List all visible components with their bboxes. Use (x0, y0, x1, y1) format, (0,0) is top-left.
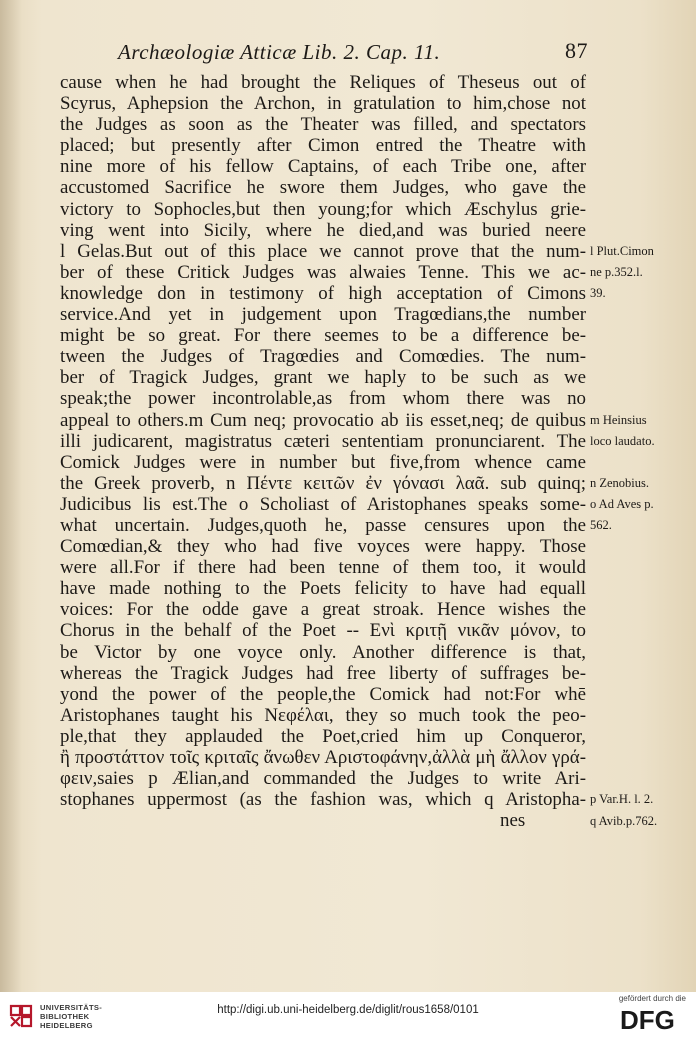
text-line: the Judges as soon as the Theater was filled, and spectators (60, 114, 586, 136)
text-line: the Greek proverb, n Πέντε κειτῶν ἐν γόνασι λαᾶ. sub quinq; (60, 472, 586, 494)
margin-note: 39. (590, 286, 606, 300)
text-line: service.And yet in judgement upon Tragœdians,the number (60, 304, 586, 326)
text-line: φειν,saies p Ælian,and commanded the Judges to write Ari- (60, 768, 586, 790)
text-line: ber of these Critick Judges was alwaies Tenne. This we ac- (60, 261, 586, 283)
margin-note: m Heinsius (590, 412, 647, 427)
text-line: tween the Judges of Tragœdies and Comœdies. The num- (60, 346, 586, 368)
page-url[interactable]: http://digi.ub.uni-heidelberg.de/diglit/rous1658/0101 (217, 1004, 479, 1016)
margin-note: 562. (590, 518, 612, 533)
text-line: ving went into Sicily, where he died,and was buried neere (60, 219, 586, 241)
margin-note: loco laudato. (590, 433, 655, 448)
text-line: ἢ προστάττον τοῖς κριταῖς ἄνωθεν Αριστοφάνην,ἀλλὰ μὴ ἄλλον γρά- (60, 747, 586, 768)
margin-note: q Avib.p.762. (590, 813, 658, 828)
text-line: have made nothing to the Poets felicity to have had equall (60, 578, 586, 600)
text-line: ber of Tragick Judges, grant we haply to be such as we (60, 367, 586, 389)
text-line: might be so great. For there seemes to be a difference be- (60, 325, 586, 347)
text-line: what uncertain. Judges,quoth he, passe censures upon the (60, 514, 586, 536)
margin-note: o Ad Aves p. (590, 497, 654, 511)
text-line: illi judicarent, magistratus cæteri sententiam pronunciarent. The (60, 430, 586, 452)
page-number: 87 (565, 38, 588, 63)
text-line: voices: For the odde gave a great stroak. Hence wishes the (60, 599, 586, 621)
text-line: Aristophanes taught his Νεφέλαι, they so much took the peo- (60, 704, 586, 726)
margin-note: p Var.H. l. 2. (590, 792, 654, 807)
text-line: cause when he had brought the Reliques of Theseus out of (60, 72, 586, 93)
text-line: Comick Judges were in number but five,from whence came (60, 451, 586, 473)
text-line: nine more of his fellow Captains, of each Tribe one, after (60, 156, 586, 178)
running-head-title: Archæologiæ Atticæ Lib. 2. Cap. 11. (118, 40, 441, 64)
text-line: stophanes uppermost (as the fashion was, which q Aristopha- (60, 789, 586, 811)
viewer-footer (0, 992, 696, 1041)
margin-note: l Plut.Cimon (590, 243, 654, 258)
text-line: Comœdian,& they who had five voyces were happy. Those (60, 536, 586, 558)
text-line: accustomed Sacrifice he swore them Judges, who gave the (60, 177, 586, 199)
funding-credit[interactable] (606, 994, 686, 1038)
text-line: victory to Sophocles,but then young;for which Æschylus grie- (60, 198, 586, 220)
text-line: whereas the Tragick Judges had free liberty of suffrages be- (60, 662, 586, 684)
body-text (60, 72, 586, 831)
margin-note: n Zenobius. (590, 475, 650, 490)
funding-note: gefördert durch die (618, 994, 686, 1003)
svg-text:DFG: DFG (620, 1006, 675, 1032)
text-line: Scyrus, Aphepsion the Archon, in gratulation to him,chose not (60, 93, 586, 115)
margin-note: ne p.352.l. (590, 264, 643, 279)
library-name-line: HEIDELBERG (40, 1021, 93, 1030)
text-line: knowledge don in testimony of high acceptation of Cimons (60, 282, 586, 304)
gutter-shadow (0, 0, 22, 992)
library-name-line: UNIVERSITÄTS- (40, 1003, 103, 1012)
running-header (118, 40, 588, 70)
text-line: l Gelas.But out of this place we cannot prove that the num- (60, 240, 586, 262)
text-line: nes (500, 810, 526, 832)
text-line: speak;the power incontrolable,as from whom there was no (60, 388, 586, 410)
text-line: yond the power of the people,the Comick had not:For whē (60, 683, 586, 705)
text-line: be Victor by one voyce only. Another difference is that, (60, 641, 586, 663)
text-line: Chorus in the behalf of the Poet -- Ενὶ κριτῇ νικᾶν μόνον, to (60, 620, 586, 642)
text-line: appeal to others.m Cum neq; provocatio ab iis esset,neq; de quibus (60, 409, 586, 431)
text-line: were all.For if there had been tenne of them too, it would (60, 557, 586, 579)
library-name-line: BIBLIOTHEK (40, 1012, 90, 1021)
text-line: ple,that they applauded the Poet,cried him up Conqueror, (60, 725, 586, 747)
text-line: Judicibus lis est.The o Scholiast of Aristophanes speaks some- (60, 493, 586, 515)
text-line: placed; but presently after Cimon entred the Theatre with (60, 135, 586, 157)
dfg-logo-icon (620, 1006, 686, 1032)
